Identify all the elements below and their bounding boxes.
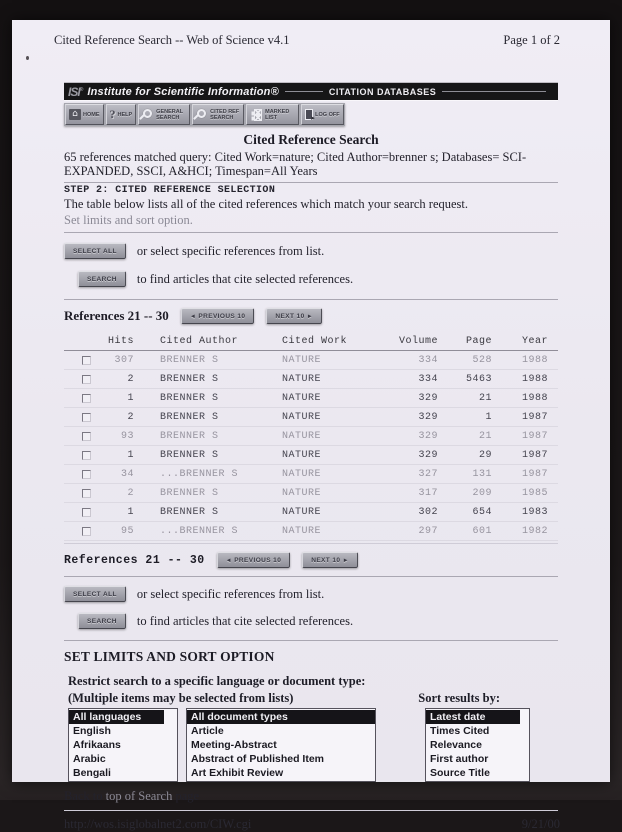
footer-url: http://wos.isiglobalnet2.com/CIW.cgi xyxy=(64,817,252,831)
year-value: 1982 xyxy=(521,525,548,537)
page-value: 601 xyxy=(472,525,492,537)
printed-page xyxy=(12,20,610,831)
search-icon xyxy=(143,109,152,118)
option-latest-date[interactable]: Latest date xyxy=(426,710,520,724)
divider xyxy=(64,182,558,183)
right-arrow-icon: ► xyxy=(306,314,314,320)
table-row xyxy=(64,427,558,446)
column-hits: Hits xyxy=(107,336,134,347)
cited-work-value: NATURE xyxy=(282,373,322,385)
divider xyxy=(64,232,558,233)
reference-checkbox[interactable] xyxy=(82,527,91,536)
print-footer xyxy=(12,811,610,832)
page-value: 131 xyxy=(472,468,492,480)
option-meeting-abstract[interactable]: Meeting-Abstract xyxy=(191,739,277,751)
option-all-languages[interactable]: All languages xyxy=(69,710,164,724)
page-value: 21 xyxy=(478,392,492,404)
table-row xyxy=(64,446,558,465)
option-times-cited[interactable]: Times Cited xyxy=(430,725,490,737)
page-value: 1 xyxy=(485,411,492,423)
cited-work-value: NATURE xyxy=(282,354,322,366)
page-value: 29 xyxy=(478,449,492,461)
option-article[interactable]: Article xyxy=(191,725,224,737)
volume-value: 329 xyxy=(418,449,438,461)
document-type-listbox[interactable] xyxy=(186,708,376,782)
option-source-title[interactable]: Source Title xyxy=(430,767,490,779)
language-listbox[interactable] xyxy=(68,708,178,782)
next-10-button[interactable]: NEXT 10 ► xyxy=(266,308,322,324)
hits-value: 307 xyxy=(114,354,134,366)
right-arrow-icon: ► xyxy=(342,558,349,564)
option-afrikaans[interactable]: Afrikaans xyxy=(73,739,121,751)
year-value: 1988 xyxy=(521,392,548,404)
cited-author-value: BRENNER S xyxy=(160,354,219,366)
previous-10-button[interactable]: ◄ PREVIOUS 10 xyxy=(181,308,255,324)
table-row xyxy=(64,465,558,484)
home-button[interactable]: ⌂ HOME xyxy=(65,104,104,125)
set-limits-link[interactable]: Set limits and sort option. xyxy=(64,213,193,227)
hits-value: 93 xyxy=(120,430,134,442)
cited-author-value: BRENNER S xyxy=(160,373,219,385)
hits-value: 95 xyxy=(120,525,134,537)
select-all-caption: or select specific references from list. xyxy=(136,243,325,258)
table-header xyxy=(64,334,558,351)
cited-author-value: ...BRENNER S xyxy=(160,525,239,537)
volume-value: 317 xyxy=(418,487,438,499)
search-caption: to find articles that cite selected references. xyxy=(136,613,354,628)
next-10-button[interactable]: NEXT 10 ► xyxy=(302,552,358,568)
isi-logo: ISI® xyxy=(68,84,83,99)
option-art-exhibit-review[interactable]: Art Exhibit Review xyxy=(191,767,284,779)
sort-results-label: Sort results by: xyxy=(418,691,500,705)
year-value: 1987 xyxy=(521,449,548,461)
select-all-caption: or select specific references from list. xyxy=(136,586,325,601)
column-cited-author: Cited Author xyxy=(160,336,239,347)
cited-work-value: NATURE xyxy=(282,411,322,423)
citation-databases-label: CITATION DATABASES xyxy=(328,86,437,97)
cited-work-value: NATURE xyxy=(282,392,322,404)
cited-author-value: BRENNER S xyxy=(160,411,219,423)
volume-value: 327 xyxy=(418,468,438,480)
reference-checkbox[interactable] xyxy=(82,489,91,498)
search-button[interactable]: SEARCH xyxy=(78,271,126,287)
reference-checkbox[interactable] xyxy=(82,508,91,517)
references-range: References 21 -- 30 xyxy=(64,308,169,323)
step-label: STEP 2: CITED REFERENCE SELECTION xyxy=(64,185,276,196)
divider xyxy=(64,543,558,544)
back-to-top: Back to top of Search page xyxy=(64,789,200,803)
volume-value: 334 xyxy=(418,354,438,366)
option-arabic[interactable]: Arabic xyxy=(73,753,106,765)
year-value: 1987 xyxy=(521,468,548,480)
cited-work-value: NATURE xyxy=(282,506,322,518)
set-limits-heading: SET LIMITS AND SORT OPTION xyxy=(64,649,275,664)
year-value: 1985 xyxy=(521,487,548,499)
reference-checkbox[interactable] xyxy=(82,451,91,460)
volume-value: 329 xyxy=(418,430,438,442)
volume-value: 329 xyxy=(418,392,438,404)
pagination-bottom xyxy=(64,552,558,568)
volume-value: 297 xyxy=(418,525,438,537)
scan-artifact xyxy=(26,56,29,60)
references-range: References 21 -- 30 xyxy=(64,553,205,567)
banner-title: Institute for Scientific Information® xyxy=(87,85,279,98)
option-bengali[interactable]: Bengali xyxy=(73,767,111,779)
help-icon: ? xyxy=(109,107,116,121)
divider xyxy=(64,640,558,641)
column-volume: Volume xyxy=(398,336,438,347)
search-icon xyxy=(197,109,206,118)
page-number: Page 1 of 2 xyxy=(503,33,560,47)
option-first-author[interactable]: First author xyxy=(430,753,489,765)
reference-checkbox[interactable] xyxy=(82,375,91,384)
cited-author-value: BRENNER S xyxy=(160,392,219,404)
year-value: 1987 xyxy=(521,411,548,423)
sort-by-listbox[interactable] xyxy=(425,708,530,782)
cited-work-value: NATURE xyxy=(282,430,322,442)
table-row xyxy=(64,351,558,370)
table-row xyxy=(64,522,558,541)
cited-work-value: NATURE xyxy=(282,487,322,499)
option-relevance[interactable]: Relevance xyxy=(430,739,482,751)
hits-value: 2 xyxy=(127,411,134,423)
step-description: The table below lists all of the cited references which match your search request. xyxy=(64,197,469,211)
hits-value: 34 xyxy=(120,468,134,480)
multiple-select-label: (Multiple items may be selected from lists) xyxy=(68,691,294,705)
cited-author-value: BRENNER S xyxy=(160,487,219,499)
page-value: 209 xyxy=(472,487,492,499)
cited-work-value: NATURE xyxy=(282,525,322,537)
reference-checkbox[interactable] xyxy=(82,356,91,365)
reference-checkbox[interactable] xyxy=(82,394,91,403)
banner-divider xyxy=(285,91,323,92)
log-off-button[interactable]: ➤ LOG OFF xyxy=(301,104,343,125)
volume-value: 329 xyxy=(418,411,438,423)
page-value: 5463 xyxy=(465,373,492,385)
cited-author-value: BRENNER S xyxy=(160,449,219,461)
divider xyxy=(64,576,558,577)
restrict-label: Restrict search to a specific language or document type: xyxy=(68,674,366,688)
hits-value: 2 xyxy=(127,487,134,499)
help-button[interactable]: ? HELP xyxy=(106,104,137,125)
column-page: Page xyxy=(465,336,492,347)
left-arrow-icon: ◄ xyxy=(225,558,232,564)
reference-checkbox[interactable] xyxy=(82,413,91,422)
references-table xyxy=(64,334,558,541)
print-header xyxy=(12,20,610,48)
cited-work-value: NATURE xyxy=(282,449,322,461)
hits-value: 1 xyxy=(127,392,134,404)
select-all-button[interactable]: SELECT ALL xyxy=(64,243,126,259)
hits-value: 1 xyxy=(127,449,134,461)
banner-divider xyxy=(442,91,546,92)
cited-author-value: ...BRENNER S xyxy=(160,468,239,480)
column-year: Year xyxy=(521,336,548,347)
year-value: 1988 xyxy=(521,373,548,385)
toolbar xyxy=(64,103,345,126)
page-value: 21 xyxy=(478,430,492,442)
reference-checkbox[interactable] xyxy=(82,470,91,479)
table-row xyxy=(64,389,558,408)
hits-value: 2 xyxy=(127,373,134,385)
divider xyxy=(64,299,558,300)
general-search-button[interactable]: GENERAL SEARCH xyxy=(138,104,190,125)
marked-list-button[interactable]: MARKED LIST xyxy=(246,104,299,125)
option-all-document-types[interactable]: All document types xyxy=(187,710,375,724)
marked-list-icon xyxy=(250,109,263,121)
page-value: 528 xyxy=(472,354,492,366)
previous-10-button[interactable]: ◄ PREVIOUS 10 xyxy=(217,552,291,568)
table-row xyxy=(64,370,558,389)
isi-banner xyxy=(64,83,558,100)
cited-author-value: BRENNER S xyxy=(160,506,219,518)
year-value: 1988 xyxy=(521,354,548,366)
cited-work-value: NATURE xyxy=(282,468,322,480)
pagination-top xyxy=(64,308,558,324)
option-abstract-of-published-item[interactable]: Abstract of Published Item xyxy=(191,753,325,765)
page-value: 654 xyxy=(472,506,492,518)
search-caption: to find articles that cite selected references. xyxy=(136,271,354,286)
volume-value: 334 xyxy=(418,373,438,385)
query-summary: 65 references matched query: Cited Work=nature; Cited Author=brenner s; Databases= SCI-EXPANDED, SSCI, A&HCI; Timespan=All Years xyxy=(64,150,527,178)
top-of-search-link[interactable]: top of Search xyxy=(105,789,173,803)
log-off-icon xyxy=(305,109,313,120)
table-row xyxy=(64,503,558,522)
home-icon: ⌂ xyxy=(69,109,81,120)
search-button[interactable]: SEARCH xyxy=(78,613,126,629)
limit-lists xyxy=(68,708,558,782)
year-value: 1983 xyxy=(521,506,548,518)
page-title: Cited Reference Search xyxy=(243,132,379,147)
document-title: Cited Reference Search -- Web of Science v4.1 xyxy=(54,33,290,47)
table-row xyxy=(64,408,558,427)
references-table-body xyxy=(64,351,558,541)
select-all-button[interactable]: SELECT ALL xyxy=(64,586,126,602)
table-row xyxy=(64,484,558,503)
column-cited-work: Cited Work xyxy=(282,336,348,347)
year-value: 1987 xyxy=(521,430,548,442)
hits-value: 1 xyxy=(127,506,134,518)
left-arrow-icon: ◄ xyxy=(189,314,197,320)
reference-checkbox[interactable] xyxy=(82,432,91,441)
footer-date: 9/21/00 xyxy=(521,817,560,831)
volume-value: 302 xyxy=(418,506,438,518)
cited-ref-search-button[interactable]: CITED REF SEARCH xyxy=(192,104,244,125)
cited-author-value: BRENNER S xyxy=(160,430,219,442)
option-english[interactable]: English xyxy=(73,725,111,737)
